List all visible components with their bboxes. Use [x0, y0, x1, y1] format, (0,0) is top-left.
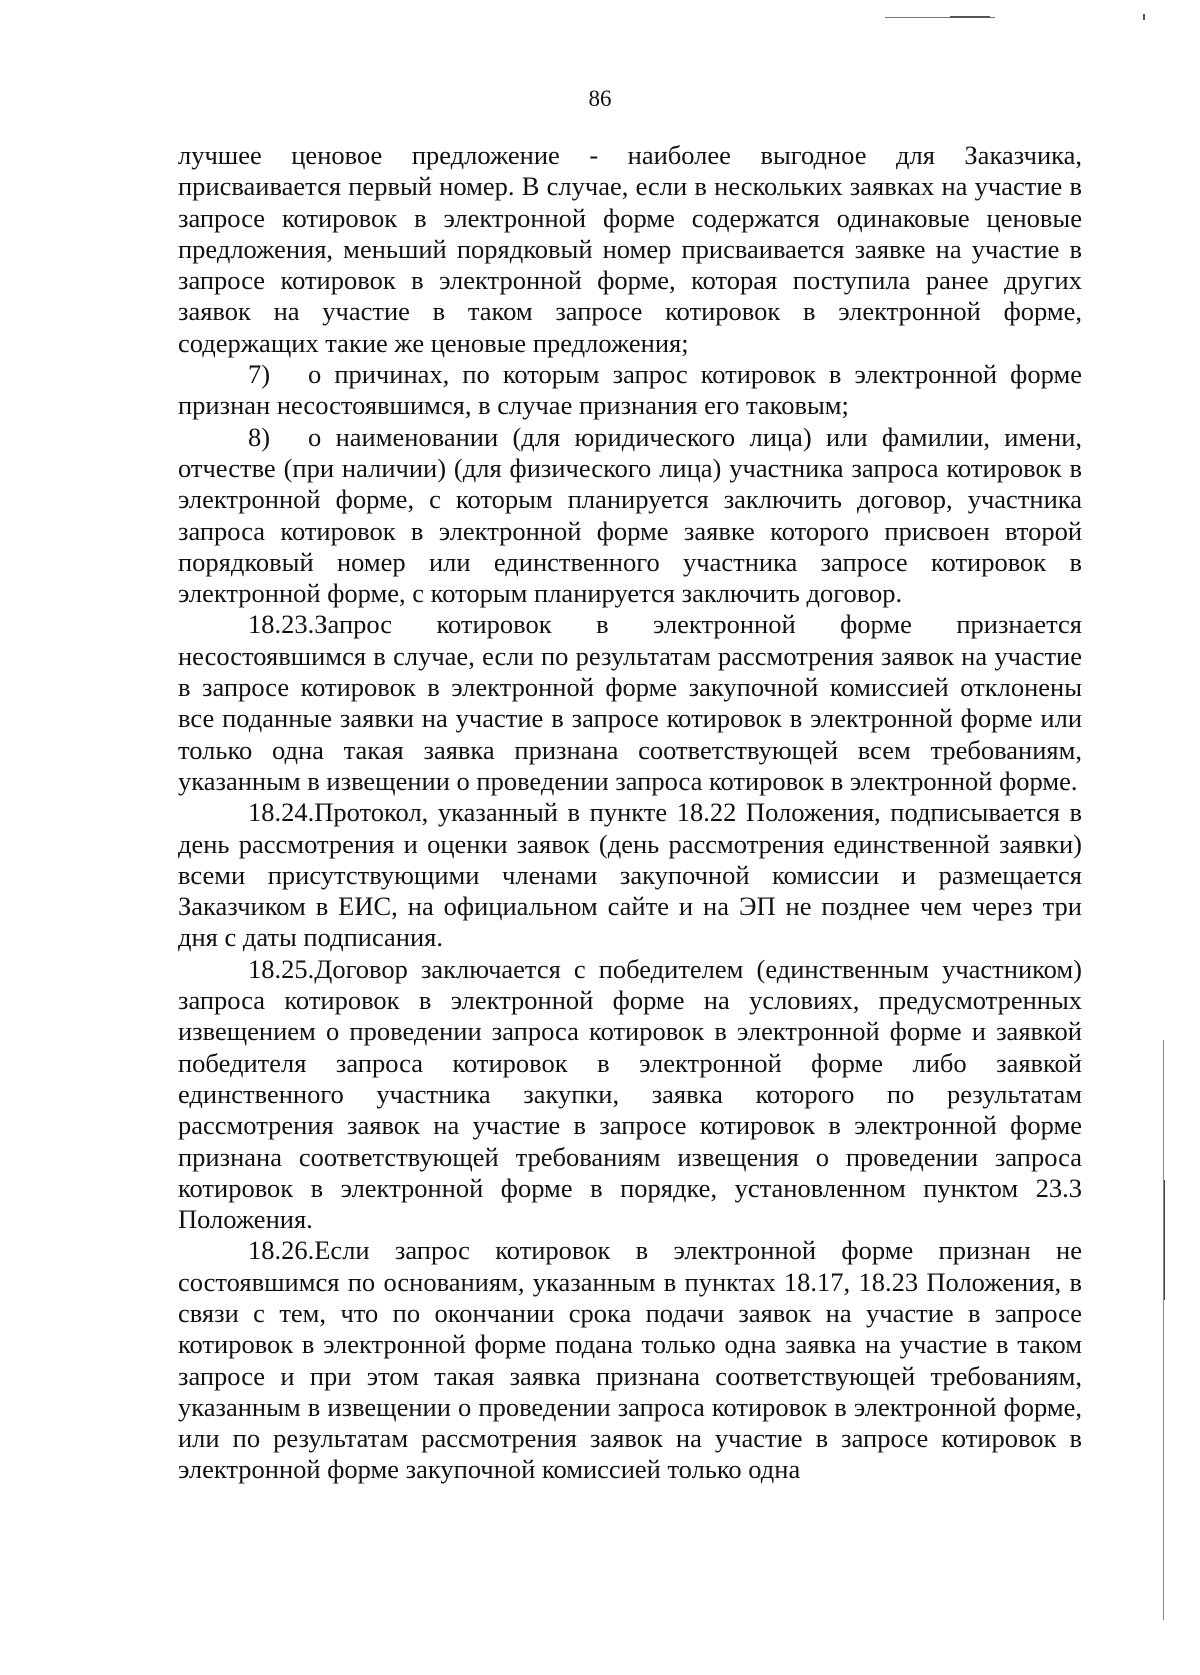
paragraph-18-25: 18.25.Договор заключается с победителем (единственным участником) запроса котировок в электронной форме на условиях, предусмотренных извещением о проведении запроса котировок в электронной форме и заявкой победителя запроса котировок в электронной форме либо заявкой единственного участника закупки, заявка которого по результатам рассмотрения заявок на участие в запросе котировок в электронной форме признана соответствующей требованиям извещения о проведении запроса котировок в электронной форме в порядке, установленном пунктом 23.3 Положения.	[178, 953, 1082, 1235]
list-item-8	[178, 422, 1082, 610]
scan-edge-line-short	[1164, 1180, 1165, 1300]
list-item-text: о причинах, по которым запрос котировок в электронной форме признан несостоявшимся, в случае признания его таковым;	[178, 359, 1082, 421]
paragraph-18-23: 18.23.Запрос котировок в электронной форме признается несостоявшимся в случае, если по результатам рассмотрения заявок на участие в запросе котировок в электронной форме закупочной комиссией отклонены все поданные заявки на участие в запросе котировок в электронной форме или только одна такая заявка признана соответствующей всем требованиям, указанным в извещении о проведении запроса котировок в электронной форме.	[178, 609, 1082, 796]
paragraph-18-24: 18.24.Протокол, указанный в пункте 18.22 Положения, подписывается в день рассмотрения и оценки заявок (день рассмотрения единственной заявки) всеми присутствующими членами закупочной комиссии и размещается Заказчиком в ЕИС, на официальном сайте и на ЭП не позднее чем через три дня с даты подписания.	[178, 797, 1082, 953]
paragraph-18-26: 18.26.Если запрос котировок в электронной форме признан не состоявшимся по основаниям, указанным в пунктах 18.17, 18.23 Положения, в связи с тем, что по окончании срока подачи заявок на участие в запросе котировок в электронной форме подана только одна заявка на участие в таком запросе и при этом такая заявка признана соответствующей требованиям, указанным в извещении о проведении запроса котировок в электронной форме, или по результатам рассмотрения заявок на участие в запросе котировок в электронной форме закупочной комиссией только одна	[178, 1235, 1082, 1485]
paragraph-continuation: лучшее ценовое предложение - наиболее выгодное для Заказчика, присваивается первый номер. В случае, если в нескольких заявках на участие в запросе котировок в электронной форме содержатся одинаковые ценовые предложения, меньший порядковый номер присваивается заявке на участие в запросе котировок в электронной форме, которая поступила ранее других заявок на участие в таком запросе котировок в электронной форме, содержащих такие же ценовые предложения;	[178, 140, 1082, 358]
page-number: 86	[588, 86, 612, 111]
list-item-number: 8)	[248, 421, 271, 452]
scan-artifact-top-right	[1143, 14, 1145, 20]
list-item-number: 7)	[248, 359, 271, 390]
scan-edge-line	[1163, 1040, 1164, 1620]
scan-artifact-top-dash	[950, 16, 990, 18]
list-item-7	[178, 359, 1082, 422]
document-body	[178, 140, 1082, 1486]
list-item-text: о наименовании (для юридического лица) или фамилии, имени, отчестве (при наличии) (для физического лица) участника запроса котировок в электронной форме, с которым планируется заключить договор, участника запроса котировок в электронной форме заявке которого присвоен второй порядковый номер или единственного участника запросе котировок в электронной форме, с которым планируется заключить договор.	[178, 421, 1082, 609]
